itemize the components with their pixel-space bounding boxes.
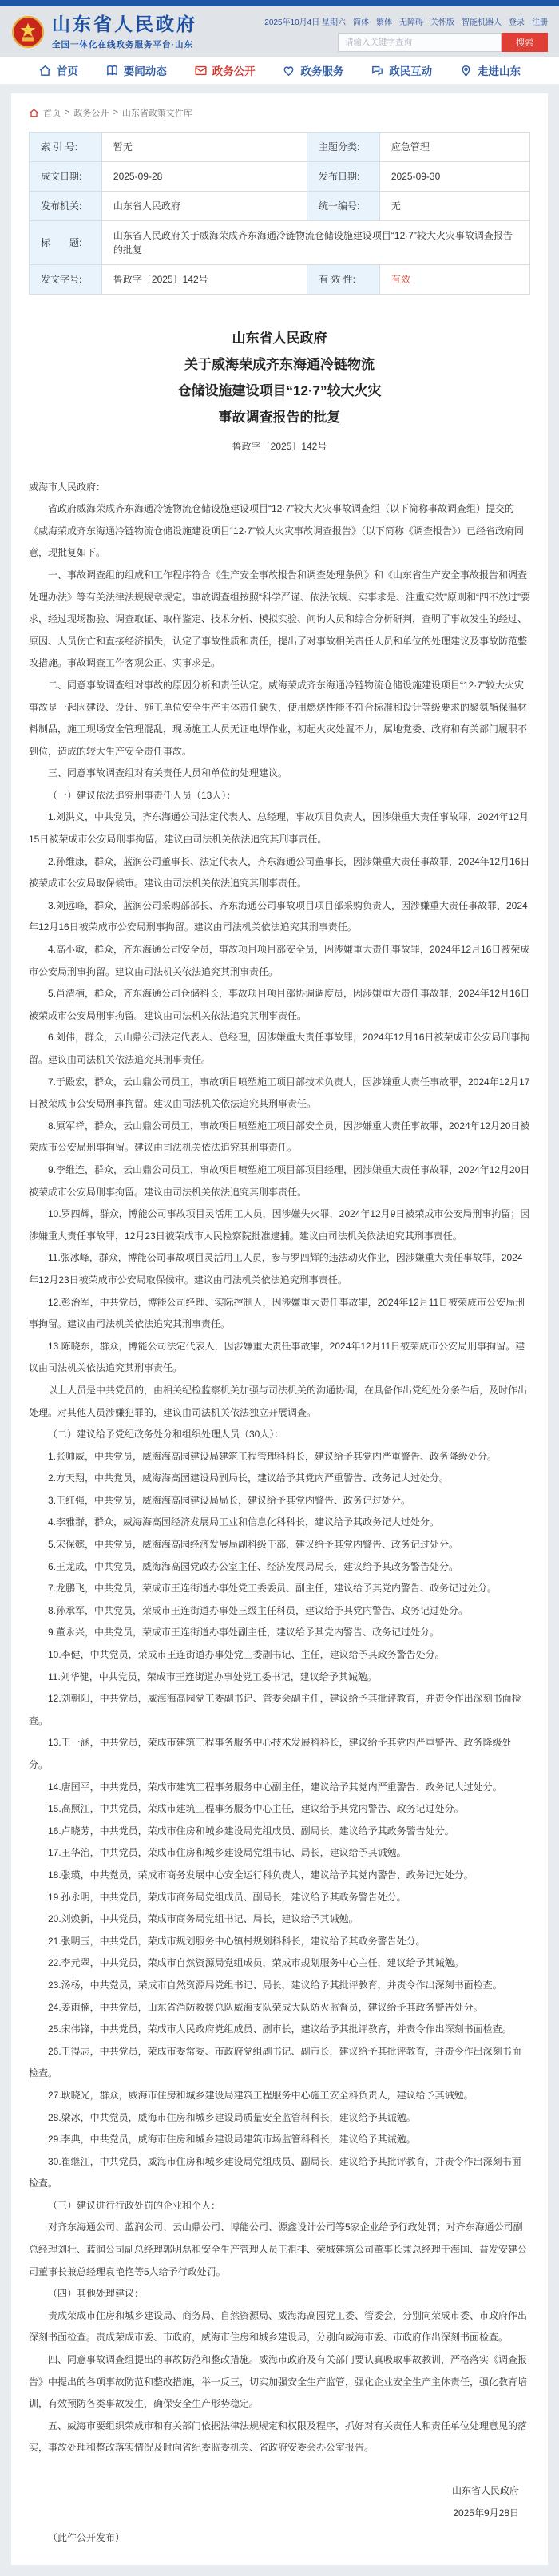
chat-icon [371, 64, 384, 77]
signature-block [29, 2480, 530, 2524]
doc-paragraph: 16.卢晓芳，中共党员，荣成市住房和城乡建设局党组成员、副局长，建议给予其政务警告处分。 [48, 1825, 454, 1837]
doc-paragraph: 13.王一涵，中共党员，荣成市建筑工程事务服务中心技术发展科科长，建议给予其党内严重警告、政务降级处分。 [29, 1737, 512, 1770]
doc-paragraph: 8.原军祥，群众，云山鼎公司员工，事故项目喷塑施工项目部安全员，因涉嫌重大责任事故罪，2024年12月20日被荣成市公安局刑事拘留。建议由司法机关依法追究其刑事责任。 [29, 1120, 530, 1154]
doc-paragraph: 20.刘焕新，中共党员，荣成市商务局党组书记、局长，建议给予其诫勉。 [48, 1913, 359, 1925]
document-title-line: 关于威海荣成齐东海通冷链物流 [184, 357, 375, 373]
publication-footnote: （此件公开发布） [48, 2532, 125, 2544]
content-card [11, 93, 548, 2565]
breadcrumb [29, 106, 530, 119]
nav-interaction-label: 政民互动 [389, 65, 433, 77]
doc-paragraph: 17.王华治，中共党员，荣成市住房和城乡建设局党组书记、局长，建议给予其诫勉。 [48, 1847, 406, 1859]
page-background [0, 84, 559, 2576]
nav-gov-info[interactable] [194, 62, 256, 78]
doc-paragraph: （三）建议进行行政处罚的企业和个人： [48, 2199, 221, 2211]
meta-value-publish-date: 2025-09-30 [379, 162, 529, 192]
doc-paragraph: 30.崔继江，中共党员，威海市住房和城乡建设局党组成员、副局长，建议给予其批评教育，并责令作出深刻书面检查。 [29, 2155, 521, 2190]
doc-paragraph: 13.陈晓东，群众，博能公司法定代表人，因涉嫌重大责任事故罪，2024年12月11日被荣成市公安局刑事拘留。建议由司法机关依法追究其刑事责任。 [29, 1340, 525, 1374]
document-meta-table [29, 132, 530, 295]
table-row [30, 162, 530, 192]
doc-paragraph: 五、威海市要组织荣成市和有关部门依据法律法规规定和权限及程序，抓好对有关责任人和责任单位处理意见的落实，事故处理和整改落实情况及时向省纪委监委机关、省政府安委会办公室报告。 [29, 2419, 528, 2454]
meta-value-unified-number: 无 [379, 192, 529, 221]
doc-paragraph: 对齐东海通公司、蓝润公司、云山鼎公司、博能公司、源鑫设计公司等5家企业给予行政处罚；对齐东海通公司副总经理刘壮、蓝润公司副总经理郭明磊和安全生产管理人员王祖排、荣城建筑公司董事长兼总经理于海国、益发安建公司董事长兼总经理袁艳艳等5人给予行政处罚。 [29, 2221, 528, 2277]
signer-name: 山东省人民政府 [451, 2485, 519, 2496]
news-icon [105, 64, 119, 77]
doc-paragraph: 以上人员是中共党员的，由相关纪检监察机关加强与司法机关的沟通协调，在具备作出党纪处分条件后，及时作出处理。对其他人员涉嫌犯罪的，建议由司法机关依法独立开展调查。 [29, 1384, 528, 1418]
document-title-line: 山东省人民政府 [232, 331, 327, 346]
doc-paragraph: 8.孙承军，中共党员，荣成市王连街道办事处三级主任科员，建议给予其党内警告、政务记过处分。 [48, 1604, 469, 1616]
doc-paragraph: 10.罗四辉，群众，博能公司事故项目灵活用工人员，因涉嫌失火罪，2024年12月9日被荣成市公安局刑事拘留；因涉嫌重大责任事故罪，12月23日被荣成市人民检察院批准逮捕。建议由司法机关依法追究其刑事责任。 [29, 1208, 530, 1242]
doc-paragraph: 14.唐国平，中共党员，荣成市建筑工程事务服务中心副主任，建议给予其党内严重警告、政务记大过处分。 [48, 1781, 502, 1793]
breadcrumb-home[interactable]: 首页 [43, 109, 61, 118]
doc-paragraph: 24.姜雨楠，中共党员，山东省消防救援总队威海支队荣成大队防火监督员，建议给予其政务警告处分。 [48, 2001, 483, 2013]
doc-paragraph: 7.龙鹏飞，中共党员，荣成市王连街道办事处党工委委员、副主任，建议给予其党内警告、政务记过处分。 [48, 1583, 498, 1595]
meta-value-index: 暂无 [101, 133, 307, 162]
breadcrumb-policy-library[interactable]: 山东省政策文件库 [121, 109, 192, 118]
meta-value-validity [379, 265, 529, 295]
document-title-line: 事故调查报告的批复 [218, 410, 341, 426]
doc-paragraph: 4.李雅群，群众，威海海高园经济发展局工业和信息化科科长，建议给予其政务记大过处分。 [48, 1516, 440, 1528]
doc-paragraph: （二）建议给予党纪政务处分和组织处理人员（30人）： [48, 1429, 284, 1441]
doc-paragraph: 19.孙永明，中共党员，荣成市商务局党组成员、副局长，建议给予其政务警告处分。 [48, 1891, 406, 1903]
table-row [30, 221, 530, 265]
doc-paragraph: 6.王龙成，中共党员，威海海高园党政办公室主任、经济发展局局长，建议给予其政务警告处分。 [48, 1560, 459, 1572]
link-register[interactable]: 注册 [532, 18, 548, 27]
nav-gov-info-label: 政务公开 [212, 65, 256, 77]
breadcrumb-separator: > [65, 108, 70, 117]
envelope-icon [194, 64, 208, 77]
sign-date: 2025年9月28日 [453, 2507, 519, 2519]
meta-label-doc-number: 发文字号: [30, 265, 102, 295]
doc-paragraph: 9.李维连，群众，云山鼎公司员工，事故项目喷塑施工项目部项目经理，因涉嫌重大责任事故罪，2024年12月20日被荣成市公安局刑事拘留。建议由司法机关依法追究其刑事责任。 [29, 1163, 530, 1198]
meta-value-category: 应急管理 [379, 133, 529, 162]
breadcrumb-separator: > [113, 108, 118, 117]
link-accessibility[interactable]: 无障碍 [399, 18, 423, 27]
site-subtitle: 全国一体化在线政务服务平台·山东 [52, 39, 193, 50]
doc-paragraph: 12.彭治军，中共党员，博能公司经理、实际控制人，因涉嫌重大责任事故罪，2024年12月11日被荣成市公安局刑事拘留。建议由司法机关依法追究其刑事责任。 [29, 1296, 525, 1330]
doc-paragraph: 责成荣成市住房和城乡建设局、商务局、自然资源局、威海海高园党工委、管委会，分别向荣成市委、市政府作出深刻书面检查。责成荣成市委、市政府，威海市住房和城乡建设局，分别向威海市委、市政府作出深刻书面检查。 [29, 2309, 528, 2344]
nav-interaction[interactable] [371, 62, 432, 78]
table-row [30, 265, 530, 295]
doc-paragraph: 23.汤杨，中共党员，荣成市自然资源局党组书记、局长，建议给予其批评教育，并责令作出深刻书面检查。 [48, 1979, 502, 1991]
nav-gov-services[interactable] [282, 62, 343, 78]
document-salutation: 威海市人民政府： [29, 481, 106, 493]
nav-news[interactable] [105, 62, 167, 78]
meta-label-written-date: 成文日期: [30, 162, 102, 192]
meta-label-validity: 有 效 性: [307, 265, 379, 295]
doc-paragraph: 29.李典，中共党员，威海市住房和城乡建设局建筑市场监管科科长，建议给予其诫勉。 [48, 2134, 416, 2146]
doc-paragraph: 7.于殿宏，群众，云山鼎公司员工，事故项目喷塑施工项目部技术负责人，因涉嫌重大责任事故罪，2024年12月17日被荣成市公安局刑事拘留。建议由司法机关依法追究其刑事责任。 [29, 1076, 530, 1110]
document-number: 鲁政字〔2025〕142号 [232, 440, 327, 452]
nav-into-shandong-label: 走进山东 [477, 65, 521, 77]
meta-label-issuing-agency: 发布机关: [30, 192, 102, 221]
document-body [29, 498, 530, 2459]
doc-paragraph: 四、同意事故调查组提出的事故防范和整改措施。威海市政府及有关部门要认真吸取事故教训，严格落实《调查报告》中提出的各项事故防范和整改措施，举一反三，切实加强安全生产监管，强化企业安全生产主体责任，强化教育培训，有效预防各类事故发生，确保安全生产形势稳定。 [29, 2354, 528, 2410]
doc-paragraph: 6.刘伟，群众，云山鼎公司法定代表人、总经理，因涉嫌重大责任事故罪，2024年12月16日被荣成市公安局刑事拘留。建议由司法机关依法追究其刑事责任。 [29, 1032, 530, 1065]
national-emblem-icon [11, 15, 45, 49]
doc-paragraph: 22.李元翠，中共党员，荣成市自然资源局党组成员，荣成市规划服务中心主任，建议给予其诫勉。 [48, 1957, 464, 1969]
meta-value-written-date: 2025-09-28 [101, 162, 307, 192]
meta-value-title: 山东省人民政府关于威海荣成齐东海通冷链物流仓储设施建设项目“12·7”较大火灾事故调查报告的批复 [101, 221, 529, 265]
pin-icon [459, 64, 473, 77]
meta-label-publish-date: 发布日期: [307, 162, 379, 192]
main-nav [0, 57, 559, 84]
search-input[interactable] [338, 33, 502, 52]
doc-paragraph: （四）其他处理建议： [48, 2288, 145, 2300]
current-date: 2025年10月4日 星期六 [264, 18, 346, 27]
link-robot[interactable]: 智能机器人 [462, 18, 502, 27]
doc-paragraph: 27.耿晓光，群众，威海市住房和城乡建设局建筑工程服务中心施工安全科负责人，建议给予其诫勉。 [48, 2089, 474, 2101]
meta-label-index: 索 引 号: [30, 133, 102, 162]
doc-paragraph: 三、同意事故调查组对有关责任人员和单位的处理建议。 [48, 767, 288, 779]
nav-gov-services-label: 政务服务 [300, 65, 344, 77]
breadcrumb-gov-info[interactable]: 政务公开 [73, 109, 109, 118]
doc-paragraph: 28.梁冰，中共党员，威海市住房和城乡建设局质量安全监管科科长，建议给予其诫勉。 [48, 2111, 416, 2123]
doc-paragraph: 18.张瑛，中共党员，荣成市商务发展中心安全运行科负责人，建议给予其党内警告、政务记过处分。 [48, 1869, 474, 1880]
doc-paragraph: 二、同意事故调查组对事故的原因分析和责任认定。威海荣成齐东海通冷链物流仓储设施建设项目“12·7”较大火灾事故是一起因建设、设计、施工单位安全生产主体责任缺失，使用燃烧性能不符合标准和设计等级要求的聚氨酯保温材料制品，施工现场安全管理混乱，现场施工人员无证电焊作业，初起火灾处置不力，属地党委、政府和有关部门履职不到位，造成的较大生产安全责任事故。 [29, 679, 528, 757]
doc-paragraph: 21.张明玉，中共党员，荣成市规划服务中心镇村规划科科长，建议给予其政务警告处分。 [48, 1935, 426, 1947]
table-row [30, 133, 530, 162]
nav-home[interactable] [38, 62, 78, 78]
doc-paragraph: 11.张冰峰，群众，博能公司事故项目灵活用工人员，参与罗四辉的违法动火作业，因涉嫌重大责任事故罪，2024年12月23日被荣成市公安局取保候审。建议由司法机关依法追究刑事责任。 [29, 1252, 523, 1286]
doc-paragraph: 2.方天翔，中共党员，威海海高园建设局副局长，建议给予其党内严重警告、政务记大过处分。 [48, 1472, 450, 1484]
doc-paragraph: 3.王红强，中共党员，威海海高园建设局局长，建议给予其党内警告、政务记过处分。 [48, 1494, 411, 1506]
site-logo[interactable] [11, 14, 197, 50]
doc-paragraph: 1.刘洪义，中共党员，齐东海通公司法定代表人、总经理，事故项目负责人，因涉嫌重大责任事故罪，2024年12月15日被荣成市公安局刑事拘留。建议由司法机关依法追究其刑事责任。 [29, 811, 529, 846]
doc-paragraph: 1.张帅威，中共党员，威海海高园建设局建筑工程管理科科长，建议给予其党内严重警告、政务降级处分。 [48, 1450, 498, 1462]
meta-label-unified-number: 统一编号: [307, 192, 379, 221]
site-title: 山东省人民政府 [52, 14, 197, 34]
nav-into-shandong[interactable] [459, 62, 521, 78]
breadcrumb-home-icon [29, 108, 39, 118]
nav-news-label: 要闻动态 [123, 65, 167, 77]
top-blue-strip [0, 0, 559, 6]
doc-paragraph: 4.高小敏，群众，齐东海通公司安全员，事故项目项目部安全员，因涉嫌重大责任事故罪，2024年12月16日被荣成市公安局刑事拘留。建议由司法机关依法追究其刑事责任。 [29, 944, 530, 977]
link-care-version[interactable]: 关怀版 [430, 18, 454, 27]
link-login[interactable]: 登录 [509, 18, 525, 27]
meta-value-doc-number: 鲁政字〔2025〕142号 [101, 265, 307, 295]
meta-value-issuing-agency: 山东省人民政府 [101, 192, 307, 221]
link-traditional[interactable]: 繁体 [376, 18, 392, 27]
doc-paragraph: （一）建议依法追究刑事责任人员（13人）： [48, 789, 236, 801]
nav-home-label: 首页 [57, 65, 78, 77]
validity-badge: 有效 [391, 274, 410, 285]
site-header [0, 6, 559, 57]
doc-paragraph: 3.刘远峰，群众，蓝润公司采购部部长、齐东海通公司事故项目项目部采购负责人，因涉嫌重大责任事故罪，2024年12月16日被荣成市公安局刑事拘留。建议由司法机关依法追究其刑事责任。 [29, 899, 528, 933]
doc-paragraph: 25.宋伟锋，中共党员，荣成市人民政府党组成员、副市长，建议给予其批评教育，并责令作出深刻书面检查。 [48, 2023, 512, 2035]
link-simplified[interactable]: 简体 [353, 18, 369, 27]
doc-paragraph: 一、事故调查组的组成和工作程序符合《生产安全事故报告和调查处理条例》和《山东省生产安全事故报告和调查处理办法》等有关法律法规规章规定。事故调查组按照“科学严谨、依法依规、实事求是、注重实效”原则和“四不放过”要求，经过现场勘验、调查取证、取样鉴定、技术分析、模拟实验、问询人员和综合分析研判，查明了事故发生的经过、原因、人员伤亡和直接经济损失，认定了事故性质和责任，提出了对事故相关责任人员和单位的处理建议及事故防范整改措施。事故调查工作客观公正、实事求是。 [29, 569, 530, 669]
doc-paragraph: 11.刘华健，中共党员，荣成市王连街道办事处党工委书记，建议给予其诫勉。 [48, 1670, 377, 1682]
table-row [30, 192, 530, 221]
doc-paragraph: 省政府威海荣成齐东海通冷链物流仓储设施建设项目“12·7”较大火灾事故调查组（以下简称事故调查组）提交的《威海荣成齐东海通冷链物流仓储设施建设项目“12·7”较大火灾事故调查报告》（以下简称《调查报告》）已经省政府同意，现批复如下。 [29, 503, 525, 559]
heart-icon [282, 64, 295, 77]
doc-paragraph: 10.李健，中共党员，荣成市王连街道办事处党工委副书记、主任，建议给予其政务警告处分。 [48, 1649, 445, 1661]
document-title-line: 仓储设施建设项目“12·7”较大火灾 [177, 383, 382, 399]
meta-label-title: 标 题: [30, 221, 102, 265]
search-button[interactable]: 搜索 [502, 33, 548, 52]
home-icon [38, 64, 52, 77]
doc-paragraph: 12.刘朝阳，中共党员，威海海高园党工委副书记、管委会副主任，建议给予其批评教育，并责令作出深刻书面检查。 [29, 1693, 521, 1726]
doc-paragraph: 5.宋保懿，中共党员，威海海高园经济发展局副科级干部，建议给予其党内警告、政务记过处分。 [48, 1539, 459, 1551]
doc-paragraph: 5.肖清楠，群众，齐东海通公司仓储科长，事故项目项目部协调调度员，因涉嫌重大责任事故罪，2024年12月16日被荣成市公安局刑事拘留。建议由司法机关依法追究其刑事责任。 [29, 988, 530, 1021]
doc-paragraph: 9.董永兴，中共党员，荣成市王连街道办事处副主任，建议给予其党内警告、政务记过处分。 [48, 1627, 440, 1639]
document-title [29, 325, 530, 431]
meta-label-category: 主题分类: [307, 133, 379, 162]
doc-paragraph: 15.高照江，中共党员，荣成市建筑工程事务服务中心主任，建议给予其党内警告、政务记过处分。 [48, 1803, 464, 1815]
doc-paragraph: 26.王得志，中共党员，荣成市委常委、市政府党组副书记、副市长，建议给予其批评教育，并责令作出深刻书面检查。 [29, 2045, 521, 2079]
topbar-links [264, 15, 548, 27]
doc-paragraph: 2.孙维康，群众，蓝润公司董事长、法定代表人，齐东海通公司董事长，因涉嫌重大责任事故罪，2024年12月16日被荣成市公安局取保候审。建议由司法机关依法追究其刑事责任。 [29, 855, 530, 890]
